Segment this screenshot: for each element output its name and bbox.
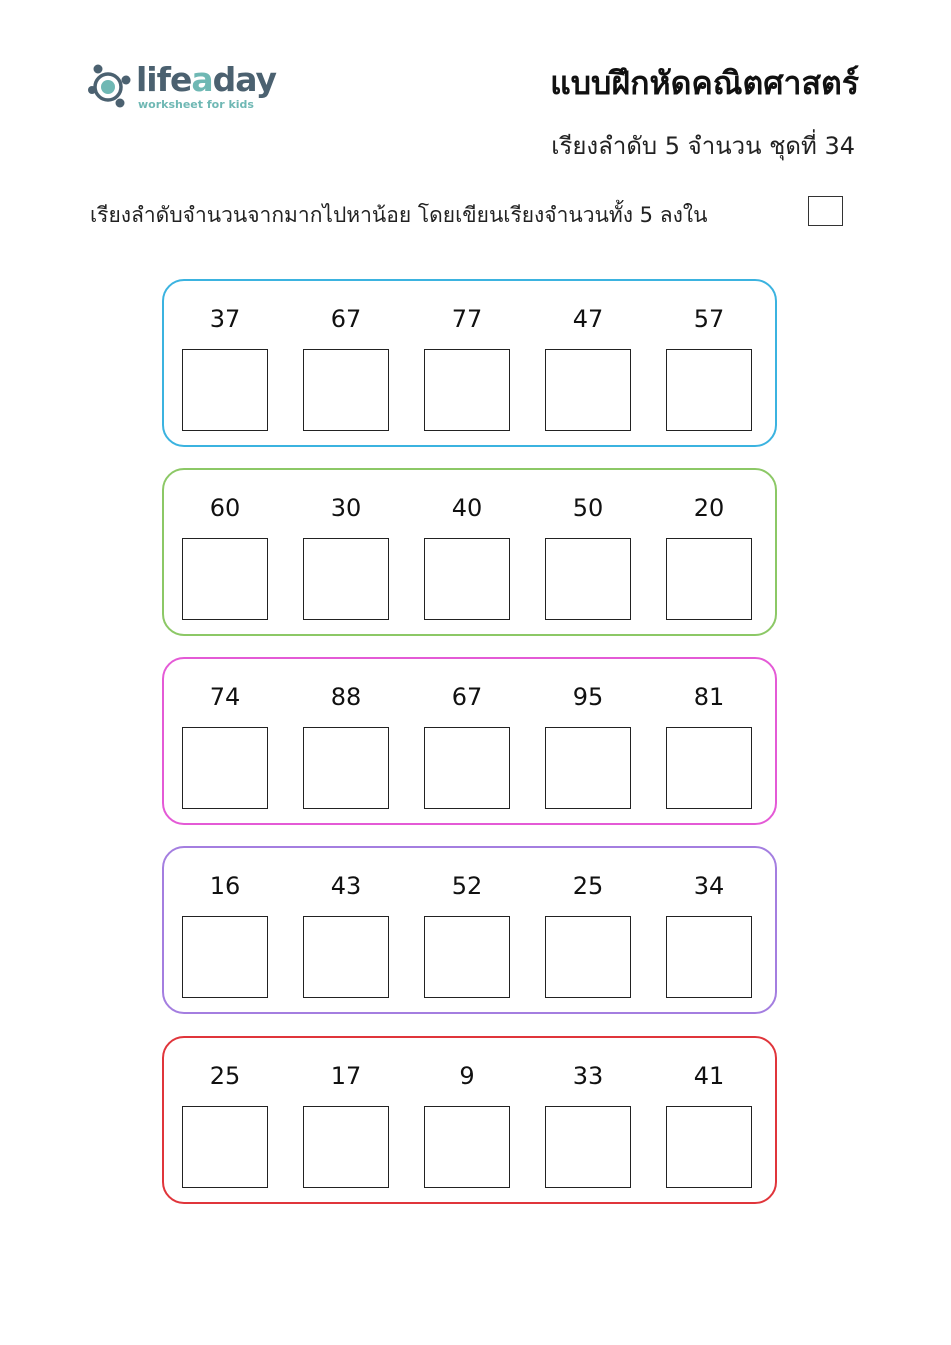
number-cell [545,1038,631,1198]
answer-box[interactable] [303,538,389,620]
number-label: 33 [572,1062,604,1090]
number-cell [545,848,631,1008]
answer-box[interactable] [182,1106,268,1188]
answer-box[interactable] [182,916,268,998]
number-label: 47 [572,305,604,333]
number-cell [424,1038,510,1198]
answer-box[interactable] [666,538,752,620]
answer-box[interactable] [424,727,510,809]
number-label: 67 [451,683,483,711]
instruction-text: เรียงลำดับจำนวนจากมากไปหาน้อย โดยเขียนเรียงจำนวนทั้ง 5 ลงใน [90,203,708,227]
answer-box[interactable] [545,349,631,431]
answer-box[interactable] [424,349,510,431]
logo-wordmark: lifeaday [136,60,277,99]
molecule-logo-icon [86,60,134,112]
exercise-group-4 [162,846,777,1014]
number-label: 52 [451,872,483,900]
number-cell [303,281,389,441]
answer-box[interactable] [424,538,510,620]
exercise-group-1 [162,279,777,447]
answer-box[interactable] [182,538,268,620]
number-cell [666,281,752,441]
number-label: 40 [451,494,483,522]
number-label: 60 [209,494,241,522]
number-label: 37 [209,305,241,333]
instruction-example-box [808,196,843,226]
answer-box[interactable] [303,916,389,998]
number-label: 95 [572,683,604,711]
number-cell [182,848,268,1008]
answer-box[interactable] [666,1106,752,1188]
number-cell [182,281,268,441]
number-label: 77 [451,305,483,333]
answer-box[interactable] [545,916,631,998]
number-cell [424,281,510,441]
number-label: 81 [693,683,725,711]
number-cell [303,1038,389,1198]
number-cell [424,470,510,630]
number-label: 17 [330,1062,362,1090]
number-label: 74 [209,683,241,711]
answer-box[interactable] [545,538,631,620]
answer-box[interactable] [666,916,752,998]
answer-box[interactable] [303,349,389,431]
number-cell [303,470,389,630]
lifeaday-logo [86,60,276,116]
answer-box[interactable] [666,349,752,431]
answer-box[interactable] [303,1106,389,1188]
answer-box[interactable] [545,727,631,809]
number-cell [666,470,752,630]
number-label: 25 [209,1062,241,1090]
number-label: 25 [572,872,604,900]
number-label: 20 [693,494,725,522]
answer-box[interactable] [424,1106,510,1188]
number-cell [182,1038,268,1198]
number-cell [303,848,389,1008]
number-cell [182,470,268,630]
worksheet-subtitle: เรียงลำดับ 5 จำนวน ชุดที่ 34 [551,132,855,160]
exercise-group-5 [162,1036,777,1204]
number-cell [545,281,631,441]
number-cell [545,470,631,630]
exercise-group-3 [162,657,777,825]
number-cell [424,848,510,1008]
number-label: 50 [572,494,604,522]
number-cell [666,659,752,819]
number-label: 43 [330,872,362,900]
number-label: 16 [209,872,241,900]
answer-box[interactable] [424,916,510,998]
number-label: 30 [330,494,362,522]
number-label: 9 [459,1062,475,1090]
answer-box[interactable] [182,727,268,809]
number-cell [545,659,631,819]
number-label: 41 [693,1062,725,1090]
answer-box[interactable] [303,727,389,809]
number-label: 67 [330,305,362,333]
number-label: 34 [693,872,725,900]
worksheet-title: แบบฝึกหัดคณิตศาสตร์ [550,64,859,102]
number-cell [666,1038,752,1198]
answer-box[interactable] [666,727,752,809]
number-cell [424,659,510,819]
number-label: 88 [330,683,362,711]
logo-tagline: worksheet for kids [138,98,254,111]
answer-box[interactable] [545,1106,631,1188]
number-cell [666,848,752,1008]
answer-box[interactable] [182,349,268,431]
number-label: 57 [693,305,725,333]
number-cell [303,659,389,819]
exercise-group-2 [162,468,777,636]
number-cell [182,659,268,819]
